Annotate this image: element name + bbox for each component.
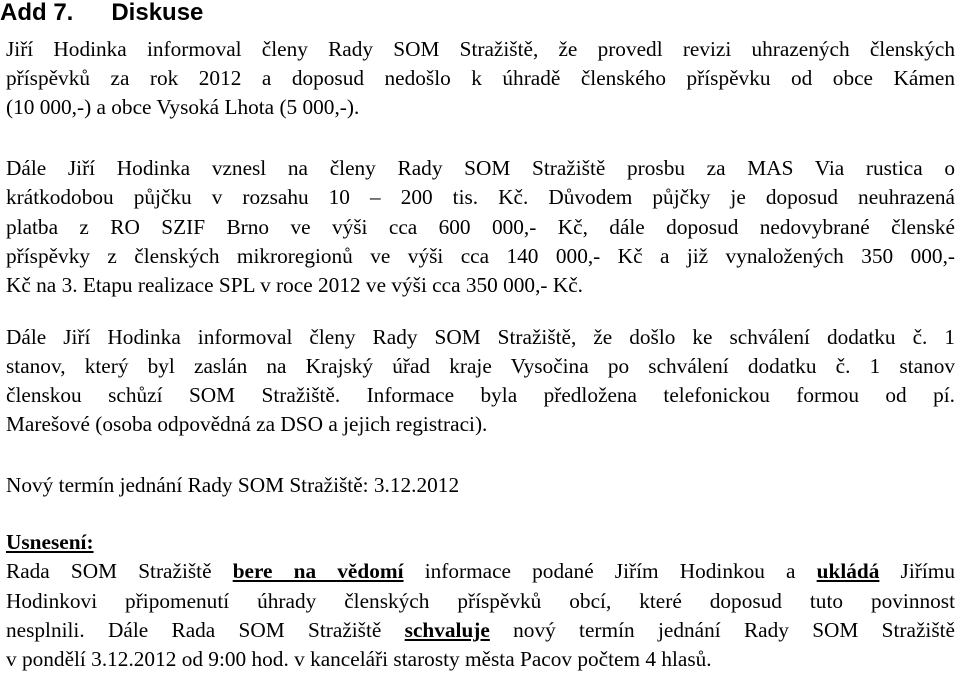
paragraph-1-line-1: Jiří Hodinka informoval členy Rady SOM Stražiště, že provedl revizi uhrazených členských	[6, 37, 955, 61]
resolution-text: informace podané Jiřím Hodinkou a	[403, 559, 817, 583]
resolution-text: Rada SOM Stražiště	[6, 559, 233, 583]
paragraph-3-line-2: stanov, který byl zaslán na Krajský úřad kraje Vysočina po schválení dodatku č. 1 stanov	[6, 354, 955, 378]
paragraph-3-line-1: Dále Jiří Hodinka informoval členy Rady SOM Stražiště, že došlo ke schválení dodatku č. 1	[6, 325, 955, 349]
paragraph-2-line-2: krátkodobou půjčku v rozsahu 10 – 200 tis. Kč. Důvodem půjčky je doposud neuhrazená	[6, 185, 955, 209]
resolution-verb-approves: schvaluje	[404, 618, 490, 642]
resolution-verb-acknowledges: bere na vědomí	[232, 559, 404, 583]
paragraph-2-line-5: Kč na 3. Etapu realizace SPL v roce 2012 ve výši cca 350 000,- Kč.	[6, 273, 583, 297]
section-title: Diskuse	[111, 0, 204, 26]
resolution-label-line	[6, 528, 955, 556]
resolution-line-2: Hodinkovi připomenutí úhrady členských příspěvků obcí, které doposud tuto povinnost	[6, 589, 955, 613]
paragraph-3-line-3: členskou schůzí SOM Stražiště. Informace byla předložena telefonickou formou od pí.	[6, 383, 955, 407]
paragraph-1-line-3: (10 000,-) a obce Vysoká Lhota (5 000,-).	[6, 95, 360, 119]
next-meeting-date: Nový termín jednání Rady SOM Stražiště: 3.12.2012	[6, 473, 460, 497]
resolution-line-3	[6, 616, 955, 644]
resolution-text: nesplnili. Dále Rada SOM Stražiště	[6, 618, 405, 642]
resolution-line-4: v pondělí 3.12.2012 od 9:00 hod. v kanceláři starosty města Pacov počtem 4 hlasů.	[6, 647, 712, 671]
paragraph-2-line-3: platba z RO SZIF Brno ve výši cca 600 000,- Kč, dále doposud nedovybrané členské	[6, 215, 955, 239]
paragraph-2-line-4: příspěvky z členských mikroregionů ve výši cca 140 000,- Kč a již vynaložených 350 000,-	[6, 244, 955, 268]
section-number: Add 7.	[0, 0, 74, 26]
resolution-text: nový termín jednání Rady SOM Stražiště	[489, 618, 955, 642]
resolution-text: Jiřímu	[879, 559, 955, 583]
paragraph-3-line-4: Marešové (osoba odpovědná za DSO a jejich registraci).	[6, 412, 488, 436]
resolution-label: Usnesení:	[6, 530, 94, 554]
paragraph-2-line-1: Dále Jiří Hodinka vznesl na členy Rady SOM Stražiště prosbu za MAS Via rustica o	[6, 156, 955, 180]
resolution-verb-assigns: ukládá	[816, 559, 880, 583]
paragraph-1-line-2: příspěvků za rok 2012 a doposud nedošlo k úhradě členského příspěvku od obce Kámen	[6, 66, 955, 90]
resolution-line-1	[6, 557, 955, 585]
section-heading	[0, 0, 203, 28]
